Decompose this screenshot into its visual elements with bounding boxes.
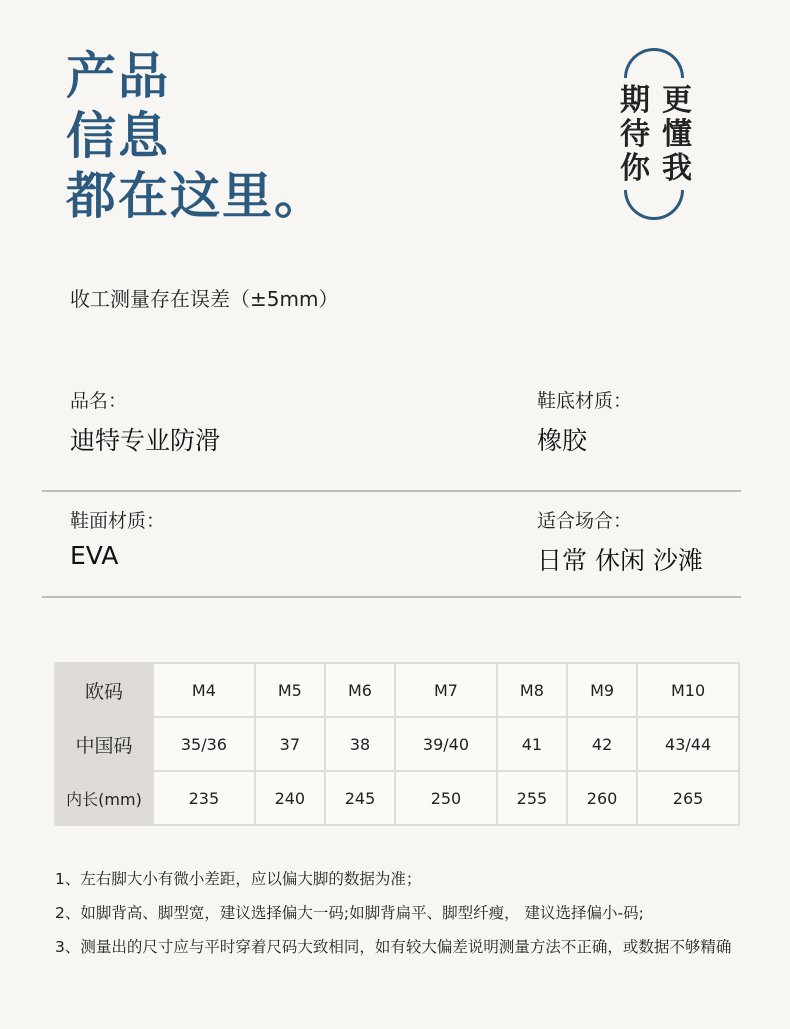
info-value: 橡胶 [537,426,588,455]
size-table-row [55,771,739,825]
product-info [42,386,741,598]
size-cell: M5 [255,663,325,717]
badge-char: 更 [662,83,692,118]
size-cell: 41 [497,717,567,771]
info-cell-name [70,386,220,457]
size-cell: M8 [497,663,567,717]
size-cell: 35/36 [153,717,255,771]
slogan-badge [612,48,694,220]
size-table-row [55,717,739,771]
badge-column-1 [618,84,652,186]
info-cell-upper [70,506,165,570]
badge-char: 待 [620,117,650,152]
badge-char: 你 [620,151,650,186]
note-line: 3、测量出的尺寸应与平时穿着尺码大致相同，如有较大偏差说明测量方法不正确，或数据不够精确 [55,938,732,956]
info-row [42,386,741,492]
sizing-notes [55,862,745,964]
size-cell: M4 [153,663,255,717]
size-table [54,662,740,826]
info-row [42,492,741,598]
size-row-header: 中国码 [55,717,153,771]
badge-column-2 [660,84,694,186]
headline-line-1: 产品 [66,47,170,105]
size-cell: M9 [567,663,637,717]
size-cell: 37 [255,717,325,771]
size-cell: 38 [325,717,395,771]
info-value: 迪特专业防滑 [70,426,221,455]
info-label: 品名： [70,390,128,412]
tolerance-note: 收工测量存在误差（±5mm） [70,287,339,311]
size-row-header: 欧码 [55,663,153,717]
size-cell: 250 [395,771,497,825]
info-label: 鞋面材质： [70,510,166,532]
headline [66,46,326,226]
badge-bottom-arc [624,190,684,220]
info-cell-occasion [537,506,703,577]
size-cell: 260 [567,771,637,825]
size-cell: 255 [497,771,567,825]
badge-char: 我 [662,151,692,186]
size-row-header: 内长(mm) [55,771,153,825]
size-table-row [55,663,739,717]
size-cell: 235 [153,771,255,825]
headline-line-2: 信息 [66,107,170,165]
size-cell: M7 [395,663,497,717]
info-value: 日常 休闲 沙滩 [537,546,703,575]
size-cell: 240 [255,771,325,825]
size-cell: M6 [325,663,395,717]
size-cell: 39/40 [395,717,497,771]
info-cell-sole [537,386,632,457]
headline-line-3: 都在这里。 [66,167,326,225]
size-cell: M10 [637,663,739,717]
size-cell: 42 [567,717,637,771]
size-cell: 265 [637,771,739,825]
info-label: 鞋底材质： [537,390,633,412]
note-line: 1、左右脚大小有微小差距，应以偏大脚的数据为准； [55,870,422,888]
size-cell: 245 [325,771,395,825]
badge-top-arc [624,48,684,78]
badge-char: 期 [620,83,650,118]
badge-char: 懂 [662,117,692,152]
info-label: 适合场合： [537,510,633,532]
info-value: EVA [70,541,119,570]
note-line: 2、如脚背高、脚型宽，建议选择偏大一码;如脚背扁平、脚型纤瘦， 建议选择偏小-码; [55,904,644,922]
size-cell: 43/44 [637,717,739,771]
